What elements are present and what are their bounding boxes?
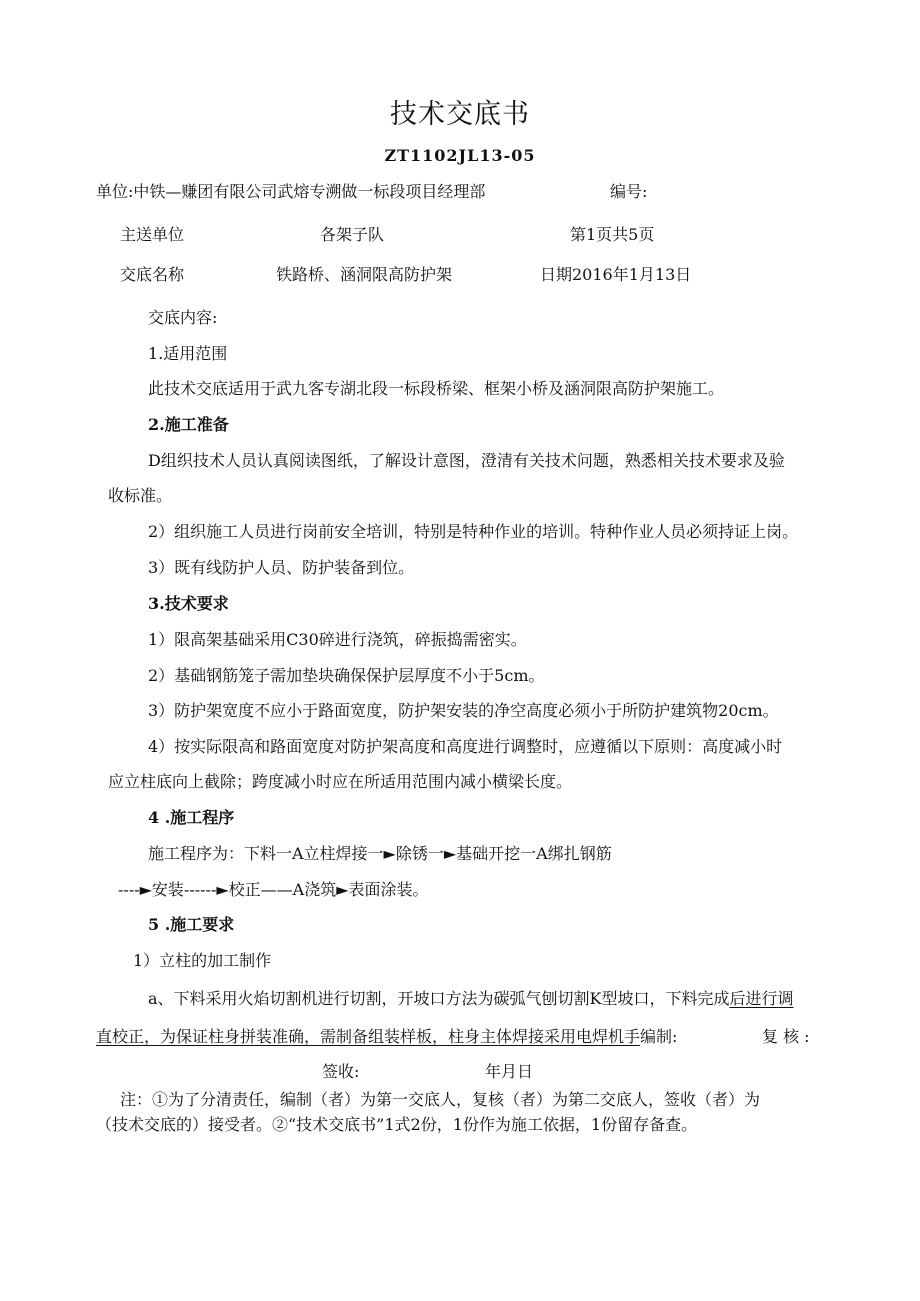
sign-label: 签收:: [322, 1062, 360, 1081]
section-5-a-line-1: [148, 989, 794, 1009]
section-5-sub-1: 1）立柱的加工制作: [133, 951, 272, 970]
section-3-item-4-line-2: 应立柱底向上截除；跨度减小时应在所适用范围内减小横梁长度。: [108, 772, 573, 791]
page-info: 第1页共5页: [570, 225, 655, 244]
note-line-1: 注：①为了分清责任，编制（者）为第一交底人，复核（者）为第二交底人，签收（者）为: [120, 1090, 761, 1109]
document-title: 技术交底书: [390, 99, 530, 130]
section-2-item-1-line-2: 收标准。: [108, 486, 173, 505]
note-line-2: （技术交底的）接受者。②“技术交底书”1式2份，1份作为施工依据，1份留存备查。: [96, 1115, 698, 1134]
date-label: 年月日: [485, 1062, 534, 1081]
recipient-label: 主送单位: [120, 225, 185, 244]
subject-label: 交底名称: [120, 265, 185, 284]
section-4-text-line-2: ----►安装------►校正——A浇筑►表面涂装。: [118, 880, 429, 899]
recipient-value: 各架子队: [320, 225, 385, 244]
section-5-a-line-1-underlined: 后进行调: [729, 989, 794, 1008]
section-3-item-4-line-1: 4）按实际限高和路面宽度对防护架高度和高度进行调整时，应遵循以下原则：高度减小时: [148, 737, 783, 756]
section-5-heading: 5 .施工要求: [148, 915, 235, 934]
section-5-a-line-2: [96, 1027, 677, 1047]
section-3-item-3: 3）防护架宽度不应小于路面宽度，防护架安装的净空高度必须小于所防护建筑物20cm。: [148, 701, 779, 720]
date-info: 日期2016年1月13日: [540, 265, 692, 284]
section-5-a-line-1-plain: a、下料采用火焰切割机进行切割，开坡口方法为碳弧气刨切割K型坡口，下料完成: [148, 989, 730, 1008]
section-2-heading: 2.施工准备: [148, 415, 229, 434]
section-2-item-1-line-1: D组织技术人员认真阅读图纸，了解设计意图，澄清有关技术问题，熟悉相关技术要求及验: [148, 451, 785, 470]
review-label: 复 核 :: [762, 1027, 810, 1046]
subject-value: 铁路桥、涵洞限高防护架: [276, 265, 453, 284]
section-3-item-1: 1）限高架基础采用C30碎进行浇筑，碎振捣需密实。: [148, 630, 527, 649]
section-4-heading: 4 .施工程序: [148, 808, 235, 827]
content-heading: 交底内容:: [148, 308, 218, 327]
section-1-text: 此技术交底适用于武九客专湖北段一标段桥梁、框架小桥及涵洞限高防护架施工。: [148, 379, 725, 398]
section-2-item-3: 3）既有线防护人员、防护装备到位。: [148, 558, 415, 577]
number-label: 编号:: [610, 182, 648, 201]
unit-label: 单位:中铁—赚团有限公司武熔专溯做一标段项目经理部: [96, 182, 486, 201]
section-3-heading: 3.技术要求: [148, 594, 229, 613]
section-2-item-2: 2）组织施工人员进行岗前安全培训，特别是特种作业的培训。特种作业人员必须持证上岗。: [148, 522, 799, 541]
document-code: ZT1102JL13-05: [384, 146, 536, 165]
compile-label: 编制:: [640, 1027, 678, 1046]
section-4-text-line-1: 施工程序为：下料一A立柱焊接一►除锈一►基础开挖一A绑扎钢筋: [148, 844, 612, 863]
section-1-heading: 1.适用范围: [148, 344, 228, 363]
section-5-a-line-2-underlined: 直校正，为保证柱身拼装准确，需制备组装样板，柱身主体焊接采用电焊机手: [96, 1027, 641, 1046]
section-3-item-2: 2）基础钢筋笼子需加垫块确保保护层厚度不小于5cm。: [148, 666, 545, 685]
